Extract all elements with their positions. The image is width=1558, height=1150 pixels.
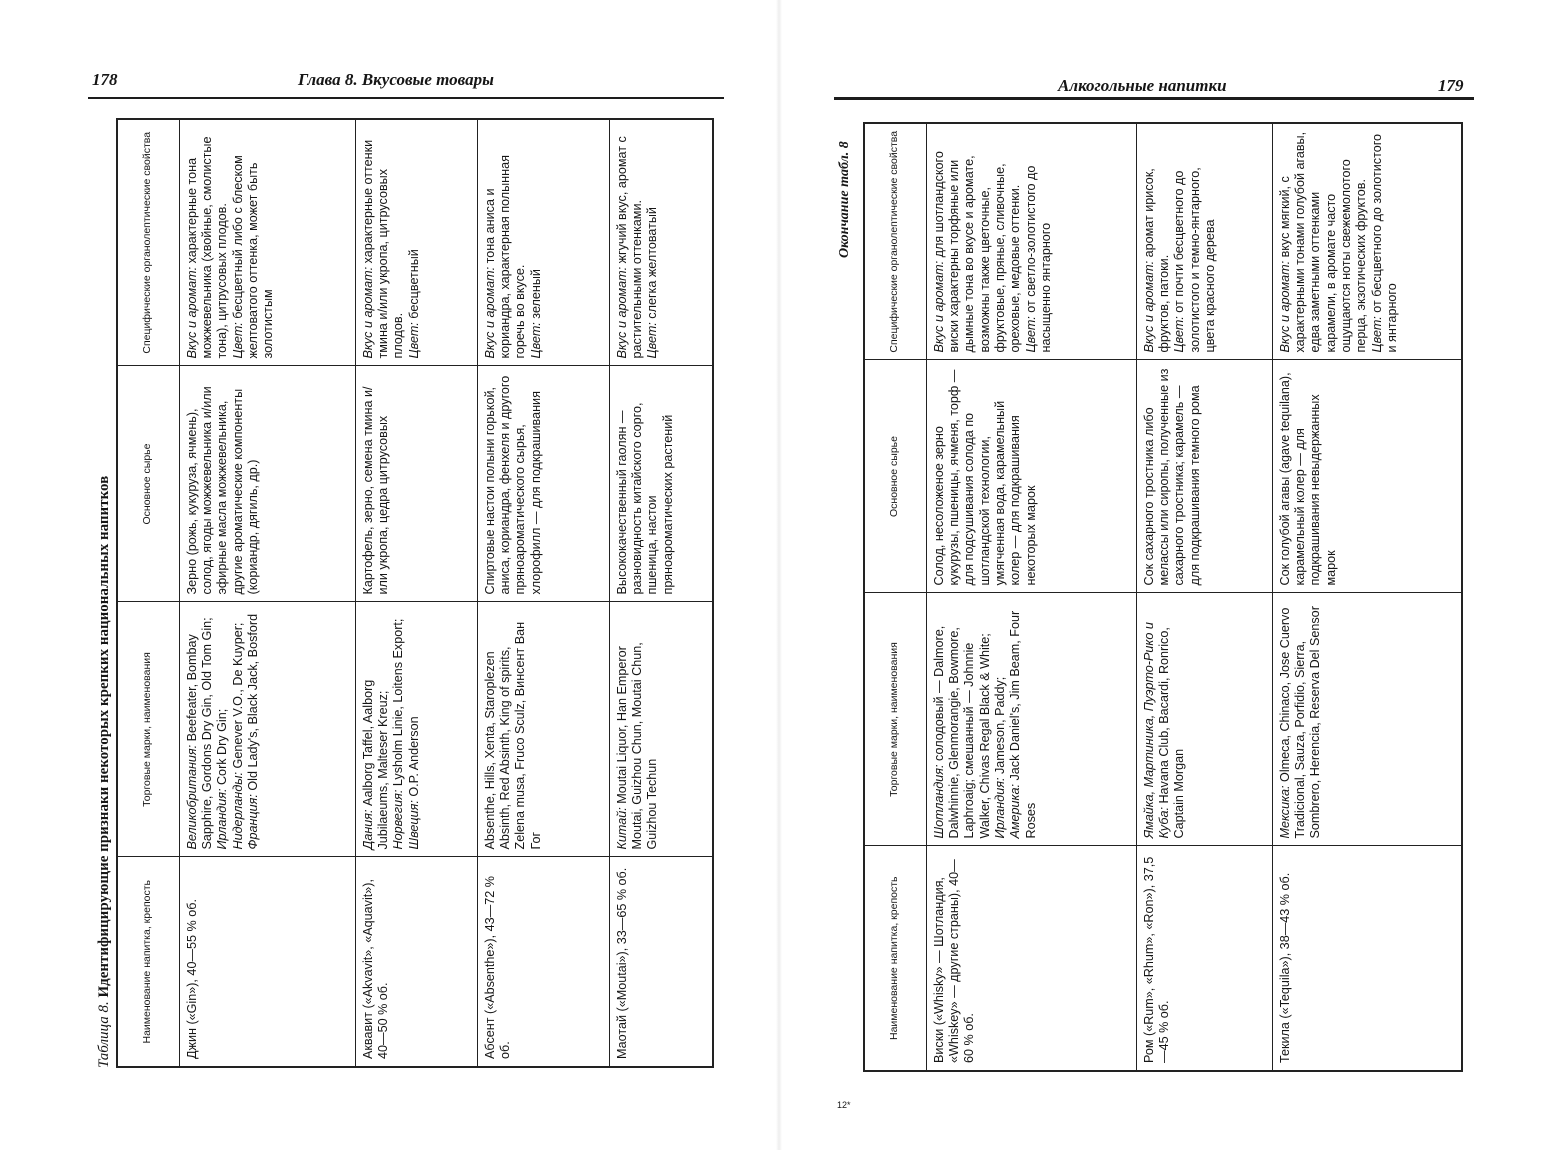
property-text: слегка желтоватый	[645, 207, 660, 323]
drink-name-cell: Текила («Tequila»), 38—43 % об.	[1272, 846, 1462, 1071]
table-row	[355, 119, 477, 1067]
page-number-right: 179	[1438, 76, 1464, 95]
properties-cell	[609, 119, 713, 366]
col-header-raw: Основное сырье	[864, 360, 926, 593]
property-text: от бесцветного до золотистого и янтарного	[1369, 133, 1400, 353]
continuation-label: Окончание табл. 8	[837, 141, 852, 258]
col-header-raw: Основное сырье	[117, 366, 179, 602]
drink-name-cell: Ром («Rum», «Rhum», «Ron»), 37,5—45 % об.	[1136, 846, 1272, 1071]
brand-list: Cork Dry Gin;	[215, 708, 230, 789]
country-label: Нидерланды:	[230, 771, 245, 850]
running-head-right: Алкогольные напитки	[1058, 76, 1227, 95]
properties-cell	[926, 123, 1136, 360]
brand-list: солодовый — Dalmore, Dalwhinnie, Glenmorangie, Bowmore, Laphroaig; смешанный — Johnnie Walker, Chivas Regal Black & White;	[931, 625, 992, 839]
col-header-props: Специфические органолептические свойства	[117, 119, 179, 366]
table-row	[477, 119, 609, 1067]
drink-name-cell: Маотай («Moutai»), 33—65 % об.	[609, 857, 713, 1067]
brand-list: Beefeater, Bombay Sapphire, Gordons Dry Gin, Old Tom Gin;	[184, 617, 214, 850]
brands-cell	[179, 602, 355, 857]
brand-list: Jameson, Paddy;	[992, 676, 1007, 778]
table-header-row	[117, 119, 179, 1067]
col-header-brands: Торговые марки, наименования	[864, 593, 926, 846]
country-label: Китай:	[614, 807, 629, 850]
brand-list: Moutai Liquor, Han Emperor Moutai, Guizhou Chun, Moutai Chun, Guizhou Techun	[614, 642, 660, 850]
property-text: от почти бесцветного до золотистого и темно-янтарного, цвета красного дерева	[1172, 167, 1217, 353]
country-label: Швеция:	[406, 800, 421, 850]
raw-material-cell: Солод, несоложеное зерно кукурузы, пшеницы, ячменя, торф — для подсушивания солода по шотландской технологии, умягченная вода, карамельный колер — для подкрашивания некоторых марок	[926, 360, 1136, 593]
country-label: Америка:	[1008, 784, 1023, 839]
country-label: Франция:	[245, 794, 260, 850]
brands-cell	[1272, 593, 1462, 846]
header-rule-right	[834, 97, 1474, 100]
property-label: Вкус и аромат:	[1141, 260, 1156, 353]
country-label: Великобритания:	[184, 744, 199, 850]
property-label: Цвет:	[1172, 316, 1187, 353]
page-number-left: 178	[92, 70, 118, 89]
property-label: Цвет:	[1369, 316, 1384, 353]
property-label: Вкус и аромат:	[931, 260, 946, 353]
property-text: от светло-золотистого до насыщенно янтарного	[1023, 165, 1054, 353]
running-head-left: Глава 8. Вкусовые товары	[298, 70, 494, 89]
country-label: Норвегия:	[391, 789, 406, 850]
table-row	[926, 123, 1136, 1071]
brand-list: Olmeca, Chinaco, Jose Cuervo Tradicional, Sauza, Porfidio, Sierra, Sombrero, Herencia, Reserva Del Sensor	[1277, 606, 1323, 839]
properties-cell	[179, 119, 355, 366]
brand-list: Absenthe, Hills, Xenta, Staroplezen Absinth, Red Absinth, King of spirits, Zelena musa, Fruco Sculz, Винсент Ван Гог	[482, 621, 543, 850]
col-header-name: Наименование напитка, крепость	[864, 846, 926, 1071]
col-header-name: Наименование напитка, крепость	[117, 857, 179, 1067]
drinks-table-left	[116, 118, 714, 1068]
properties-cell	[355, 119, 477, 366]
table-row	[179, 119, 355, 1067]
property-text: зеленый	[528, 269, 543, 323]
property-text: тона аниса и кориандра, характерная полынная горечь во вкусе.	[482, 155, 528, 359]
country-label: Мексика:	[1277, 785, 1292, 839]
raw-material-cell: Картофель, зерно, семена тмина и/или укропа, цедра цитрусовых	[355, 366, 477, 602]
property-label: Вкус и аромат:	[360, 266, 375, 359]
property-label: Вкус и аромат:	[482, 266, 497, 359]
brand-list: Jack Daniel's, Jim Beam, Four Roses	[1008, 610, 1038, 839]
country-label: Ямайка, Мартиника, Пуэрто-Рико и Куба:	[1141, 622, 1171, 839]
property-label: Цвет:	[1023, 316, 1038, 353]
brand-list: Lysholm Linie, Loitens Export;	[391, 618, 406, 790]
right-page	[779, 0, 1558, 1150]
drinks-table-right	[863, 122, 1463, 1072]
raw-material-cell: Спиртовые настои полыни горькой, аниса, кориандра, фенхеля и другого пряноароматического сырья, хлорофилл — для подкрашивания	[477, 366, 609, 602]
property-text: характерные оттенки тмина и/или укропа, цитрусовых плодов.	[360, 139, 406, 359]
table-row	[1272, 123, 1462, 1071]
signature-mark: 12*	[837, 1100, 851, 1110]
property-text: аромат ирисок, фруктов, патоки.	[1141, 168, 1171, 353]
brands-cell	[477, 602, 609, 857]
caption-label: Таблица 8.	[96, 1001, 112, 1068]
raw-material-cell: Сок сахарного тростника либо мелассы или сиропы, полученные из сахарного тростника; карамель — для подкрашивания темного рома	[1136, 360, 1272, 593]
property-text: бесцветный либо с блеском желтоватого оттенка, может быть золотистым	[230, 155, 276, 359]
col-header-brands: Торговые марки, наименования	[117, 602, 179, 857]
brand-list: Genever V.O., De Kuyper;	[230, 622, 245, 772]
brands-cell	[355, 602, 477, 857]
country-label: Дания:	[360, 809, 375, 850]
properties-cell	[1136, 123, 1272, 360]
property-text: для шотландского виски характерны торфяные или дымные тона во вкусе и аромате, возможны также цветочные, фруктовые, пряные, сливочные, ореховые, медовые оттенки.	[931, 151, 1023, 353]
raw-material-cell: Сок голубой агавы (agave tequilana), карамельный колер — для подкрашивания невыдержанных марок	[1272, 360, 1462, 593]
property-label: Вкус и аромат:	[614, 266, 629, 359]
brands-cell	[926, 593, 1136, 846]
property-text: характерные тона можжевельника (хвойные, смолистые тона), цитрусовых плодов.	[184, 136, 230, 359]
brand-list: Havana Club, Bacardi, Ronrico, Captain Morgan	[1156, 627, 1187, 839]
raw-material-cell: Высококачественный гаолян — разновидность китайского сорго, пшеница, настои пряноароматических растений	[609, 366, 713, 602]
brands-cell	[1136, 593, 1272, 846]
table-row	[609, 119, 713, 1067]
caption-title: Идентифицирующие признаки некоторых крепких национальных напитков	[96, 475, 112, 998]
property-label: Цвет:	[528, 322, 543, 359]
table-header-row	[864, 123, 926, 1071]
country-label: Ирландия:	[992, 777, 1007, 839]
property-label: Цвет:	[230, 322, 245, 359]
col-header-props: Специфические органолептические свойства	[864, 123, 926, 360]
drink-name-cell: Виски («Whisky» — Шотландия, «Whiskey» — другие страны), 40—60 % об.	[926, 846, 1136, 1071]
raw-material-cell: Зерно (рожь, кукуруза, ячмень), солод, ягоды можжевельника и/или эфирные масла можжевельника, другие ароматические компоненты (кориандр, дягиль, др.)	[179, 366, 355, 602]
property-label: Вкус и аромат:	[1277, 260, 1292, 353]
properties-cell	[477, 119, 609, 366]
brand-list: Aalborg Taffel, Aalborg Jubilaeums, Malteser Kreuz;	[360, 679, 390, 850]
header-rule-left	[88, 97, 724, 99]
table-body-left	[179, 119, 713, 1067]
drink-name-cell: Джин («Gin»), 40—55 % об.	[179, 857, 355, 1067]
property-text: жгучий вкус, аромат с растительными оттенками.	[614, 136, 644, 359]
property-label: Цвет:	[645, 322, 660, 359]
drink-name-cell: Аквавит («Akvavit», «Aquavit»), 40—50 % об.	[355, 857, 477, 1067]
property-label: Вкус и аромат:	[184, 266, 199, 359]
country-label: Ирландия:	[215, 788, 230, 850]
brand-list: O.P. Anderson	[406, 716, 421, 801]
property-text: вкус мягкий, с характерными тонами голубой агавы, едва заметными оттенками карамели, в аромате часто ощущаются ноты свежемолотого перца, экзотических фруктов.	[1277, 131, 1369, 353]
drink-name-cell: Абсент («Absenthe»), 43—72 % об.	[477, 857, 609, 1067]
table-body-right	[926, 123, 1462, 1071]
property-label: Цвет:	[406, 322, 421, 359]
table-row	[1136, 123, 1272, 1071]
right-table-wrap	[863, 122, 1463, 1072]
table-caption	[96, 476, 113, 1068]
property-text: бесцветный	[406, 249, 421, 323]
country-label: Шотландия:	[931, 764, 946, 839]
brands-cell	[609, 602, 713, 857]
left-table-wrap	[116, 118, 714, 1068]
properties-cell	[1272, 123, 1462, 360]
brand-list: Old Lady's, Black Jack, Bosford	[245, 613, 260, 795]
